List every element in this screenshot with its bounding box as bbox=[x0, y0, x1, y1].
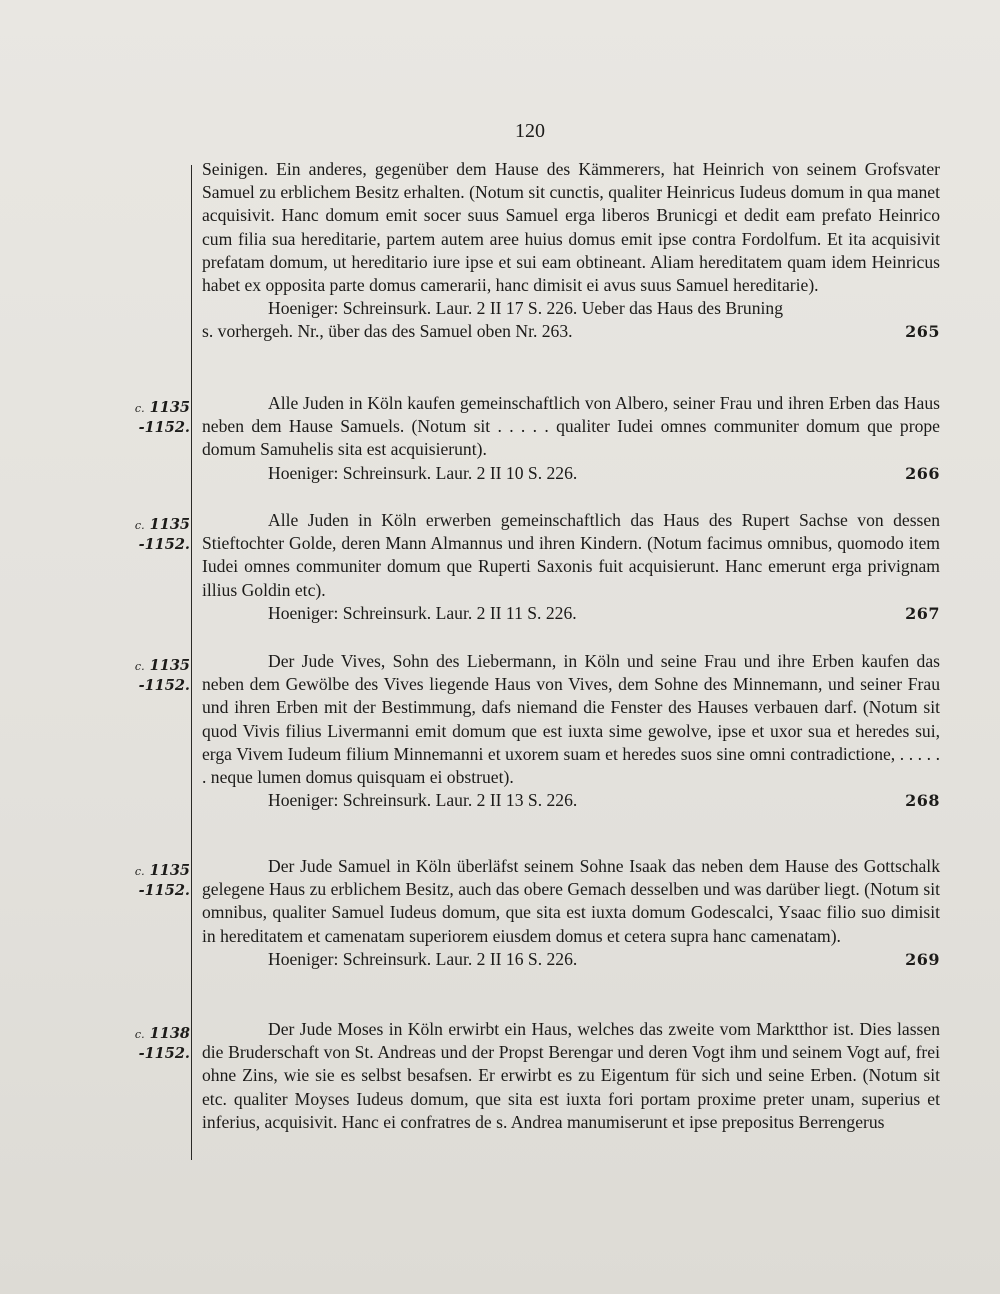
entry-266 bbox=[202, 392, 940, 485]
entry-number: 266 bbox=[905, 463, 940, 483]
entry-269 bbox=[202, 855, 940, 971]
date-circa: c. bbox=[134, 519, 145, 532]
margin-rule bbox=[191, 165, 192, 1160]
date-end: -1152. bbox=[138, 1045, 190, 1062]
date-end: -1152. bbox=[138, 677, 190, 694]
entry-number: 265 bbox=[905, 322, 940, 342]
entry-text: Der Jude Vives, Sohn des Liebermann, in Köln und seine Frau und ihre Erben kaufen das neben dem Gewölbe des Vives liegende Haus von Vives, dem Sohne des Minnemann, und seiner Frau und ihren Erben mit der Bestimmung, dafs niemand die Fenster des Hauses verbauen darf. (Notum sit quod Vivis filius Livermanni emit domum que est iuxta sime gewolve, ipse et uxor sua et heredes sui, erga Vivem Iudeum filium Minnemanni et uxorem suam et heredes suos sine omni contradictione, . . . . . . neque lumen domus quisquam ei obstruet). bbox=[202, 651, 940, 788]
entry-source bbox=[202, 602, 940, 625]
entry-text: Alle Juden in Köln kaufen gemeinschaftlich von Albero, seiner Frau und ihren Erben das Haus neben dem Hause Samuels. (Notum sit . . . . . qualiter Iudei omnes communiter domum que prope domum Samuhelis sita est acquisierunt). bbox=[202, 393, 940, 460]
entry-270 bbox=[202, 1018, 940, 1134]
entry-source-line2: s. vorhergeh. Nr., über das des Samuel oben Nr. 263. bbox=[202, 321, 573, 342]
entry-267 bbox=[202, 509, 940, 625]
entry-number: 267 bbox=[905, 603, 940, 623]
date-circa: c. bbox=[134, 660, 145, 673]
entry-source-cont bbox=[202, 320, 940, 343]
entry-source bbox=[202, 789, 940, 812]
entry-date bbox=[128, 656, 190, 695]
entry-date bbox=[128, 398, 190, 437]
date-circa: c. bbox=[134, 865, 145, 878]
entry-date bbox=[128, 1024, 190, 1063]
entry-source-text: Hoeniger: Schreinsurk. Laur. 2 II 16 S. 226. bbox=[268, 948, 578, 969]
date-end: -1152. bbox=[138, 419, 190, 436]
entry-text: Alle Juden in Köln erwerben gemeinschaftlich das Haus des Rupert Sachse von dessen Stieftochter Golde, deren Mann Almannus und ihren Kindern. (Notum facimus omnibus, quomodo item Iudei omnes communiter domum que Ruperti Saxonis fuit acquisierunt. Hanc emerunt erga privignam illius Goldin etc). bbox=[202, 510, 940, 600]
entry-date bbox=[128, 515, 190, 554]
date-end: -1152. bbox=[138, 882, 190, 899]
page-number: 120 bbox=[515, 120, 545, 142]
entry-265 bbox=[202, 158, 940, 344]
entry-text: Der Jude Samuel in Köln überläfst seinem Sohne Isaak das neben dem Hause des Gottschalk gelegene Haus zu erblichem Besitz, auch das obere Gemach desselben und was darüber liegt. (Notum sit omnibus, qualiter Samuel Iudeus domum, que sita est iuxta domum Godescalci, Ysaac filio suo dimisit in hereditatem et camenatam superiorem eiusdem domus et cetera supra hanc camenatam). bbox=[202, 856, 940, 946]
entry-text: Seinigen. Ein anderes, gegenüber dem Hause des Kämmerers, hat Heinrich von seinem Grofsvater Samuel zu erblichem Besitz erhalten. (Notum sit cunctis, qualiter Heinricus Iudeus domum in qua manet acquisivit. Hanc domum emit socer suus Samuel erga liberos Brunicgi et dedit eam prefato Heinrico cum filia sua hereditarie, partem autem aree huius domus emit ipse contra Fordolfum. Et ita acquisivit prefatam domum, ut hereditario iure ipse et sui eam obtineant. Aliam hereditatem quam idem Heinricus habet ex opposita parte domus camerarii, hanc dimisit ei avus suus Samuel hereditarie). bbox=[202, 159, 940, 296]
date-start: 1138 bbox=[149, 1025, 190, 1042]
entry-source: Hoeniger: Schreinsurk. Laur. 2 II 17 S. 226. Ueber das Haus des Bruning bbox=[268, 298, 784, 319]
date-circa: c. bbox=[134, 1028, 145, 1041]
date-start: 1135 bbox=[149, 516, 190, 533]
date-start: 1135 bbox=[149, 399, 190, 416]
entry-source-text: Hoeniger: Schreinsurk. Laur. 2 II 13 S. 226. bbox=[268, 790, 578, 811]
entry-date bbox=[128, 861, 190, 900]
entry-text: Der Jude Moses in Köln erwirbt ein Haus, welches das zweite vom Marktthor ist. Dies lassen die Bruderschaft von St. Andreas und der Propst Berengar und deren Vogt ihm und seinem Vogt auf, frei ohne Zins, wie sie es selbst besafsen. Er erwirbt es zu Eigentum für sich und seine Erben. (Notum sit etc. qualiter Moyses Iudeus domum, que sita est iuxta fori portam proxime preter unam, superius et inferius, acquisivit. Hanc ei confratres de s. Andrea manumiserunt et ipse prepositus Berrengerus bbox=[202, 1019, 940, 1132]
entry-source bbox=[202, 948, 940, 971]
entry-number: 268 bbox=[905, 791, 940, 811]
date-circa: c. bbox=[134, 402, 145, 415]
entry-268 bbox=[202, 650, 940, 812]
entry-source-text: Hoeniger: Schreinsurk. Laur. 2 II 10 S. 226. bbox=[268, 462, 578, 483]
date-start: 1135 bbox=[149, 862, 190, 879]
entry-number: 269 bbox=[905, 949, 940, 969]
date-start: 1135 bbox=[149, 657, 190, 674]
entry-source-text: Hoeniger: Schreinsurk. Laur. 2 II 11 S. 226. bbox=[268, 602, 577, 623]
entry-source bbox=[202, 462, 940, 485]
date-end: -1152. bbox=[138, 536, 190, 553]
